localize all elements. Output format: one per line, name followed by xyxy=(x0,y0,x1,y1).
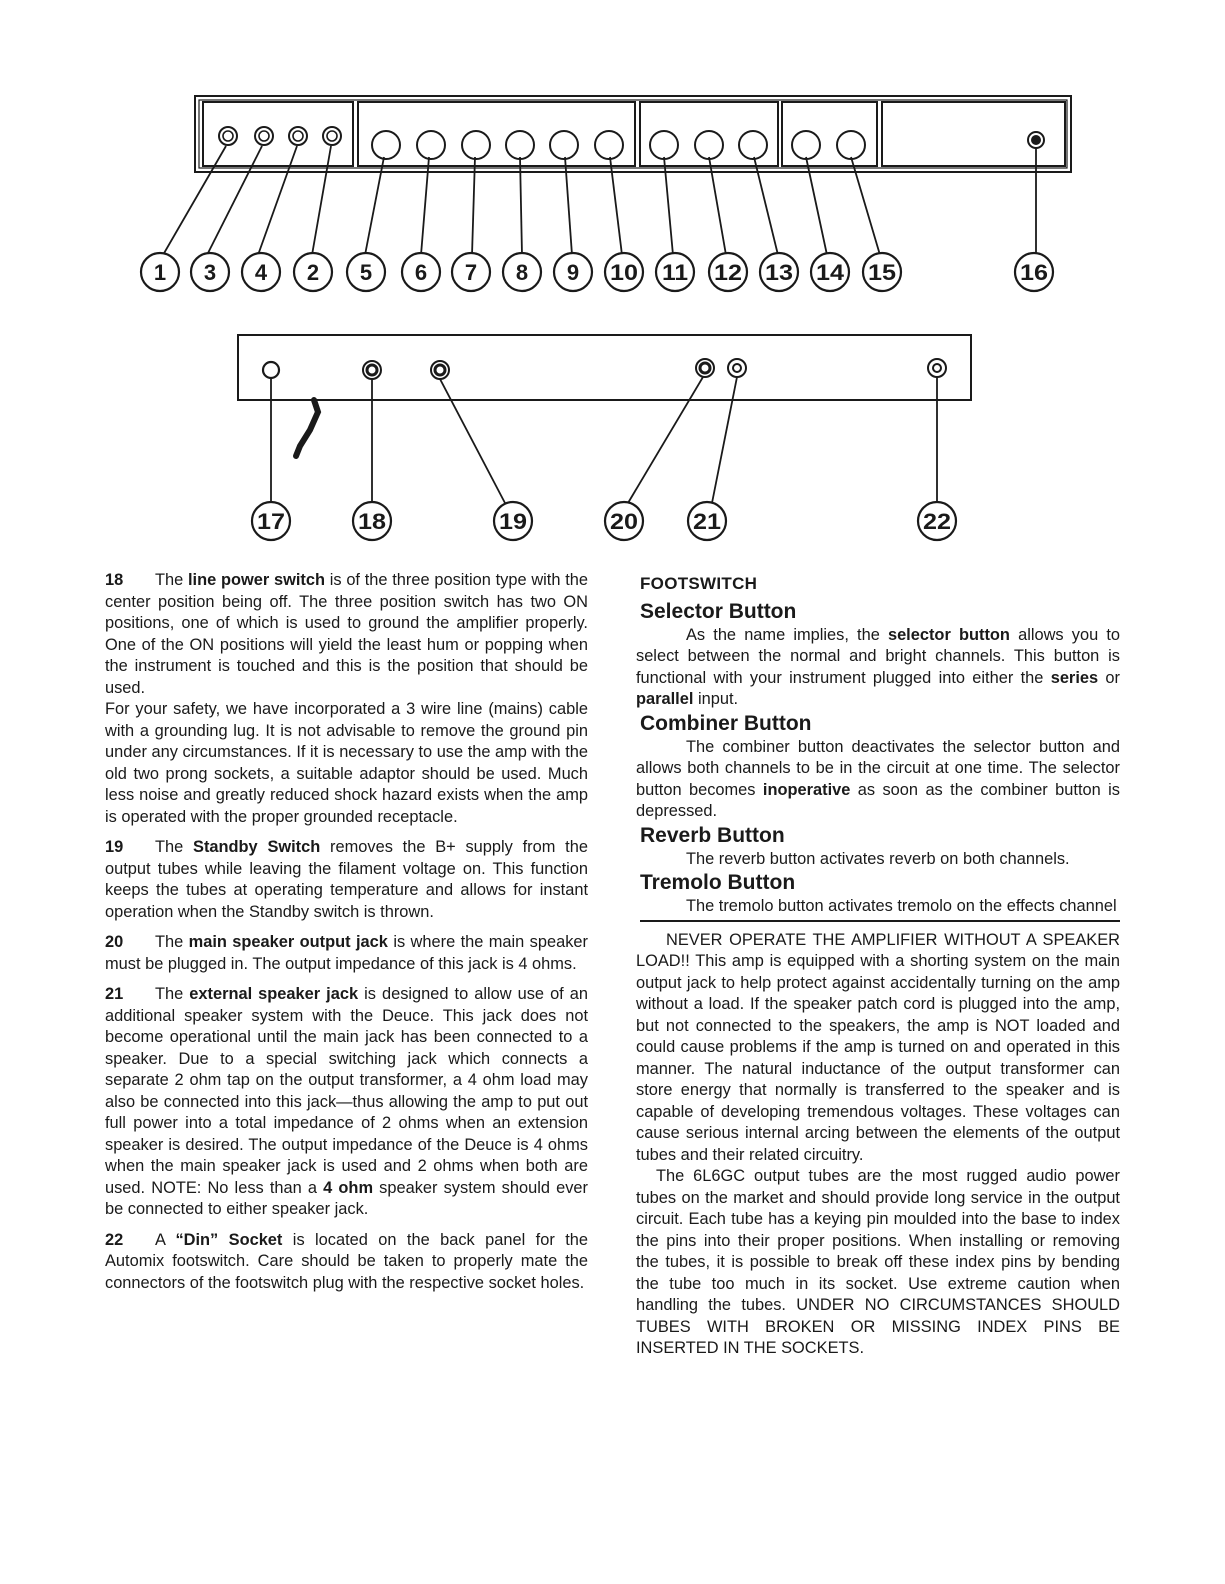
callout-3: 3 xyxy=(203,260,217,285)
footswitch-title: FOOTSWITCH xyxy=(640,574,758,593)
callout-14: 14 xyxy=(816,260,845,285)
term-line-power-switch: line power switch xyxy=(188,571,325,589)
front-panel-frame xyxy=(195,96,1071,172)
din-socket xyxy=(928,359,946,377)
callout-8: 8 xyxy=(515,260,529,285)
section-divider xyxy=(640,920,1120,922)
fuse-holder xyxy=(431,361,449,379)
pilot-section xyxy=(882,102,1065,166)
term-external-speaker-jack: external speaker jack xyxy=(189,985,359,1003)
left-column xyxy=(105,570,588,1303)
selector-button-text: As the name implies, the selector button allows you to select between the normal and bright channels. This button is functional with your instrument plugged into either the series or parallel input. xyxy=(636,625,1120,708)
callout-1: 1 xyxy=(153,260,167,285)
callout-20: 20 xyxy=(610,509,638,534)
term-4-ohm: 4 ohm xyxy=(323,1178,374,1197)
callout-17: 17 xyxy=(257,509,285,534)
callout-16: 16 xyxy=(1020,260,1048,285)
input-jacks xyxy=(219,127,341,145)
term-din-socket: “Din” Socket xyxy=(175,1230,283,1249)
callout-2: 2 xyxy=(306,260,320,285)
right-column xyxy=(636,570,1120,1360)
input-jacks-section xyxy=(203,102,353,166)
callout-10: 10 xyxy=(610,260,638,285)
reverb-button-text: The reverb button activates reverb on both channels. xyxy=(686,849,1070,868)
tremolo-button-heading: Tremolo Button xyxy=(640,871,796,894)
callout-22: 22 xyxy=(923,509,951,534)
callout-4: 4 xyxy=(254,260,268,285)
callout-15: 15 xyxy=(868,260,896,285)
term-standby-switch: Standby Switch xyxy=(193,838,321,856)
callout-11: 11 xyxy=(662,260,688,285)
item-19-text: 19 The Standby Switch removes the B+ supply from the output tubes while leaving the filament voltage on. This function keeps the tubes at operating temperature and allows for instant operation when the Standby switch is thrown. xyxy=(105,838,588,921)
eq-controls-section xyxy=(640,102,778,166)
callout-12: 12 xyxy=(714,260,742,285)
amp-panel-diagrams xyxy=(0,0,1225,560)
item-20-text: 20 The main speaker output jack is where the main speaker must be plugged in. The output impedance of this jack is 4 ohms. xyxy=(105,933,588,973)
item-18-safety-text: For your safety, we have incorporated a 3 wire line (mains) cable with a grounding lug. It is not advisable to remove the ground pin under any circumstances. If it is necessary to use the amp with the old two prong sockets, a suitable adaptor should be used. Much less noise and greatly reduced shock hazard exists when the amp is operated with the proper grounded receptacle. xyxy=(105,700,588,826)
combiner-button-text: The combiner button deactivates the selector button and allows both channels to be in the circuit at one time. The selector button becomes inoperative as soon as the combiner button is depressed. xyxy=(636,737,1120,820)
item-21-text: 21 The external speaker jack is designed to allow use of an additional speaker system with the Deuce. This jack does not become operational until the main jack has been connected to a speaker. Due to a special switching jack which connects a separate 2 ohm tap on the output transformer, a 4 ohm load may also be connected into this jack—thus allowing the amp to put out full power into a total impedance of 2 ohms when an extension speaker is desired. The output impedance of the Deuce is 4 ohms when the main speaker jack is used and 2 ohms when both are used. NOTE: No less than a 4 ohm speaker system should ever be connected to either speaker jack. xyxy=(105,985,588,1218)
tremolo-button-text: The tremolo button activates tremolo on the effects channel xyxy=(686,897,1117,915)
callout-6: 6 xyxy=(414,260,428,285)
callout-13: 13 xyxy=(765,260,793,285)
output-tubes-text: The 6L6GC output tubes are the most rugged audio power tubes on the market and should provide long service in the output circuit. Each tube has a keying pin moulded into the base to index the pins into their proper positions. When installing or removing the tubes, it is possible to break off these index pins by bending the tube too much in its socket. Use extreme caution when handling the tubes. UNDER NO CIRCUMSTANCES SHOULD TUBES WITH BROKEN OR MISSING INDEX PINS BE INSERTED IN THE SOCKETS. xyxy=(636,1167,1120,1357)
pilot-light xyxy=(1028,132,1044,148)
callout-18: 18 xyxy=(358,509,386,534)
item-22-text: 22 A “Din” Socket is located on the back panel for the Automix footswitch. Care should be taken to properly mate the connectors of the footswitch plug with the respective socket holes. xyxy=(105,1230,588,1292)
line-cord xyxy=(296,400,318,456)
callout-5: 5 xyxy=(359,260,373,285)
main-speaker-jack xyxy=(696,359,714,377)
rear-panel-frame xyxy=(238,335,971,400)
power-switch xyxy=(263,362,279,378)
item-18-text: 18 The line power switch is of the three position type with the center position being off. The three position switch has two ON positions, one of which is used to ground the amplifier properly. One of the ON positions will yield the least hum or popping when the instrument is touched and this is the position that should be used. xyxy=(105,571,588,697)
speaker-load-warning: NEVER OPERATE THE AMPLIFIER WITHOUT A SPEAKER LOAD!! This amp is equipped with a shorting system on the main output jack to help protect against accidentally turning on the amp without a load. If the speaker patch cord is plugged into the amp, but not connected to the speakers, the amp is NOT loaded and could cause problems if the amp is turned on and operated in this manner. The natural inductance of the output transformer can store energy that normally is transferred to the speaker and is capable of developing tremendous voltages. These voltages can cause serious internal arcing between the elements of the output tubes and their related circuitry. xyxy=(636,930,1120,1164)
term-main-speaker-output-jack: main speaker output jack xyxy=(188,933,388,951)
callout-19: 19 xyxy=(499,509,527,534)
callout-9: 9 xyxy=(566,260,580,285)
selector-button-heading: Selector Button xyxy=(640,599,797,623)
callout-7: 7 xyxy=(464,260,478,285)
callout-21: 21 xyxy=(693,509,721,534)
control-knobs xyxy=(372,131,865,159)
standby-switch xyxy=(363,361,381,379)
external-speaker-jack xyxy=(728,359,746,377)
channel-controls-section xyxy=(358,102,635,166)
combiner-button-heading: Combiner Button xyxy=(640,711,812,735)
reverb-button-heading: Reverb Button xyxy=(640,823,785,847)
